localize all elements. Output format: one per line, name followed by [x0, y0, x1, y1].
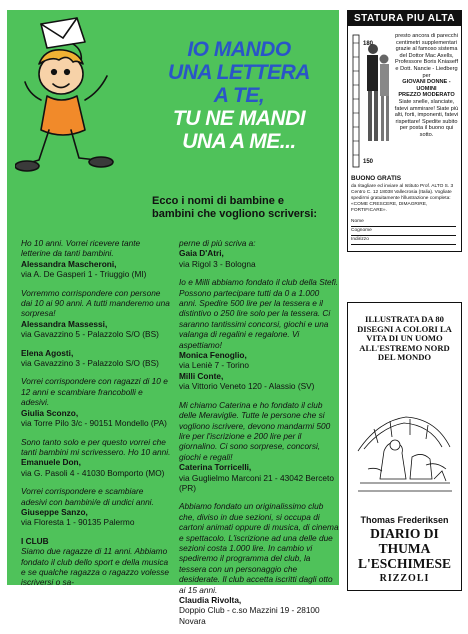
statura-price: PREZZO MODERATO [398, 92, 455, 99]
letter-entry [179, 501, 339, 626]
publisher-name: RIZZOLI [379, 573, 430, 584]
letter-address: via Vittorio Veneto 120 - Alassio (SV) [179, 381, 315, 392]
letter-name: Alessandra Mascheroni, [21, 258, 117, 269]
letter-name: Gaia D'Atri, [179, 248, 224, 259]
coupon-title: BUONO GRATIS [351, 175, 402, 182]
letter-entry [179, 400, 339, 494]
letter-address: via Guglielmo Marconi 21 - 43042 Berceto (PR) [179, 472, 334, 493]
headline-line-4: TU NE MANDI [172, 107, 306, 130]
letter-name: Caterina Torricelli, [179, 462, 252, 473]
coupon-field-surname[interactable] [351, 228, 456, 236]
statura-advertisement [347, 10, 462, 252]
letter-text: Sono tanto solo e per questo vorrei che tanti bambini mi scrivessero. Ho 10 anni. [21, 436, 171, 457]
measuring-gauge-figure [351, 29, 393, 173]
letters-column-left [21, 238, 171, 588]
letter-name: Alessandra Massessi, [21, 318, 108, 329]
statura-ad-title: STATURA PIU ALTA [348, 11, 461, 26]
headline-line-5: UNA A ME... [182, 130, 296, 153]
headline-line-3: A TE, [213, 84, 265, 107]
headline-line-1: IO MANDO [187, 38, 291, 61]
coupon-field-surname-label: Cognome [351, 228, 372, 233]
gauge-label-bottom: 150 [363, 159, 374, 165]
letter-address: via Gavazzino 5 - Palazzolo S/O (BS) [21, 329, 159, 340]
letter-address: via Floresta 1 - 90135 Palermo [21, 517, 135, 528]
letter-text: Ho 10 anni. Vorrei ricevere tante letterine da tanti bambini. [21, 238, 141, 259]
statura-body: presto ancora di parecchi centimetri supplementari grazie al famoso sistema del Dottor Mac Axells, Professore Boris Kniaseff e Dott. Nancie - Liedberg per [394, 33, 458, 79]
book-title: DIARIO DI THUMA L'ESCHIMESE [357, 526, 452, 571]
letter-name: Claudia Rivolta, [179, 595, 242, 605]
statura-cta: Siate snelle, slanciate, fatevi ammirare! Siate più alti, forti, imponenti, fatevi rispettare! Spedite subito per posta il buono qui sotto. [394, 98, 459, 138]
boy-with-letter-illustration [15, 16, 133, 190]
letter-entry [21, 288, 171, 340]
coupon-field-name[interactable] [351, 219, 456, 227]
letter-name: Elena Agosti, [21, 347, 74, 358]
letter-text: Vorrei corrispondere con ragazzi di 10 e 12 anni e scambiare francobolli e adesivi. [21, 376, 168, 408]
letter-address: via A. De Gasperi 1 - Triuggio (MI) [21, 269, 147, 280]
letter-text: perne di più scriva a: [179, 238, 256, 248]
letter-name: Monica Fenoglio, [179, 350, 247, 361]
letter-address: via G. Pasoli 4 - 41030 Bomporto (MO) [21, 467, 165, 478]
letter-address: Doppio Club - c.so Mazzini 19 - 28100 Novara [179, 605, 320, 626]
letter-text: Vorrei corrispondere e scambiare adesivi con bambini/e di undici anni. [21, 486, 154, 507]
coupon-field-name-label: Nome [351, 219, 364, 224]
letter-entry [179, 238, 339, 269]
thuma-ad-top-text: ILLUSTRATA DA 80 DISEGNI A COLORI LA VITA DI UN UOMO ALL'ESTREMO NORD DEL MONDO [357, 314, 452, 363]
letter-text: Vorremmo corrispondere con persone dai 10 ai 90 anni. A tutti manderemo una sorpresa! [21, 287, 170, 319]
coupon-text: da ritagliare ed inviare al Istituto Prof. ALTO S. 3 Centro C. 12 18038 Vallecrosia (Italia). Vogliate spedirmi gratuitamente l'illustrazione completa: «COME CRESCERE, DIMAGRIRE, FORTIFICARE». [351, 184, 454, 213]
letter-entry [21, 486, 171, 528]
letter-entry [21, 238, 171, 280]
letter-text: Mi chiamo Caterina e ho fondato il club delle Meraviglie. Tutte le persone che si vogliono iscrivere, devono mandarmi 500 lire per l'iscrizione e 200 lire per il giornalino. Ci sono sorprese, concorsi, giochi e regali! [179, 399, 331, 462]
thuma-book-advertisement [347, 302, 462, 591]
letter-entry [179, 371, 339, 392]
club-section-title: I CLUB [21, 535, 49, 546]
intro-text: Ecco i nomi di bambine e bambini che vogliono scriversi: [152, 195, 318, 220]
letter-address: via Leniè 7 - Torino [179, 360, 249, 371]
letter-text: Io e Milli abbiamo fondato il club della Stefi. Possono partecipare tutti da 0 a 1.000 anni. Spedire 500 lire per la tessera e il distintivo o 250 lire solo per la tessera. Ci saranno tantissimi concorsi, giochi e una valanga di regalini e regalone. Vi aspettiamo! [179, 277, 339, 350]
headline [139, 38, 339, 153]
coupon-field-address-label: Indirizzo [351, 237, 369, 242]
letter-entry [179, 277, 339, 371]
letter-address: via Rigol 3 - Bologna [179, 258, 256, 269]
letter-address: via Gavazzino 3 - Palazzolo S/O (BS) [21, 358, 159, 369]
letter-text: Abbiamo fondato un originalissimo club che, diviso in due sezioni, si occupa di cartoni animati oppure di musica, di cinema e spettacolo. L'iscrizione ad una delle due sezioni costa 1.000 lire. In cambio vi spediremo il programma del club, la tessera con un personaggio che desiderate. Il club accetta iscritti dagli otto ai 15 anni. [179, 501, 339, 595]
letter-name: Giulia Sconzo, [21, 407, 79, 418]
letters-column-right [179, 238, 339, 634]
letter-address: via Torre Pilo 3/c - 90151 Mondello (PA) [21, 418, 167, 429]
letter-entry [21, 348, 171, 369]
club-intro-text: Siamo due ragazze di 11 anni. Abbiamo fondato il club dello sport e della musica e se qualche ragazza o ragazzo volesse iscriversi o sa- [21, 546, 170, 588]
book-author: Thomas Frederiksen [360, 515, 449, 525]
green-panel [7, 10, 339, 626]
letter-name: Milli Conte, [179, 370, 224, 381]
headline-line-2: UNA LETTERA [168, 61, 310, 84]
letter-name: Emanuele Don, [21, 457, 81, 468]
coupon-field-address[interactable] [351, 237, 456, 245]
gauge-label-top: 180 [363, 41, 374, 47]
eskimo-illustration [354, 399, 455, 499]
statura-targets: GIOVANI DONNE - UOMINI [402, 79, 451, 92]
letter-name: Giuseppe Sanzo, [21, 506, 88, 517]
letter-entry [21, 437, 171, 479]
letter-entry [21, 376, 171, 428]
statura-ad-copy [394, 33, 459, 139]
